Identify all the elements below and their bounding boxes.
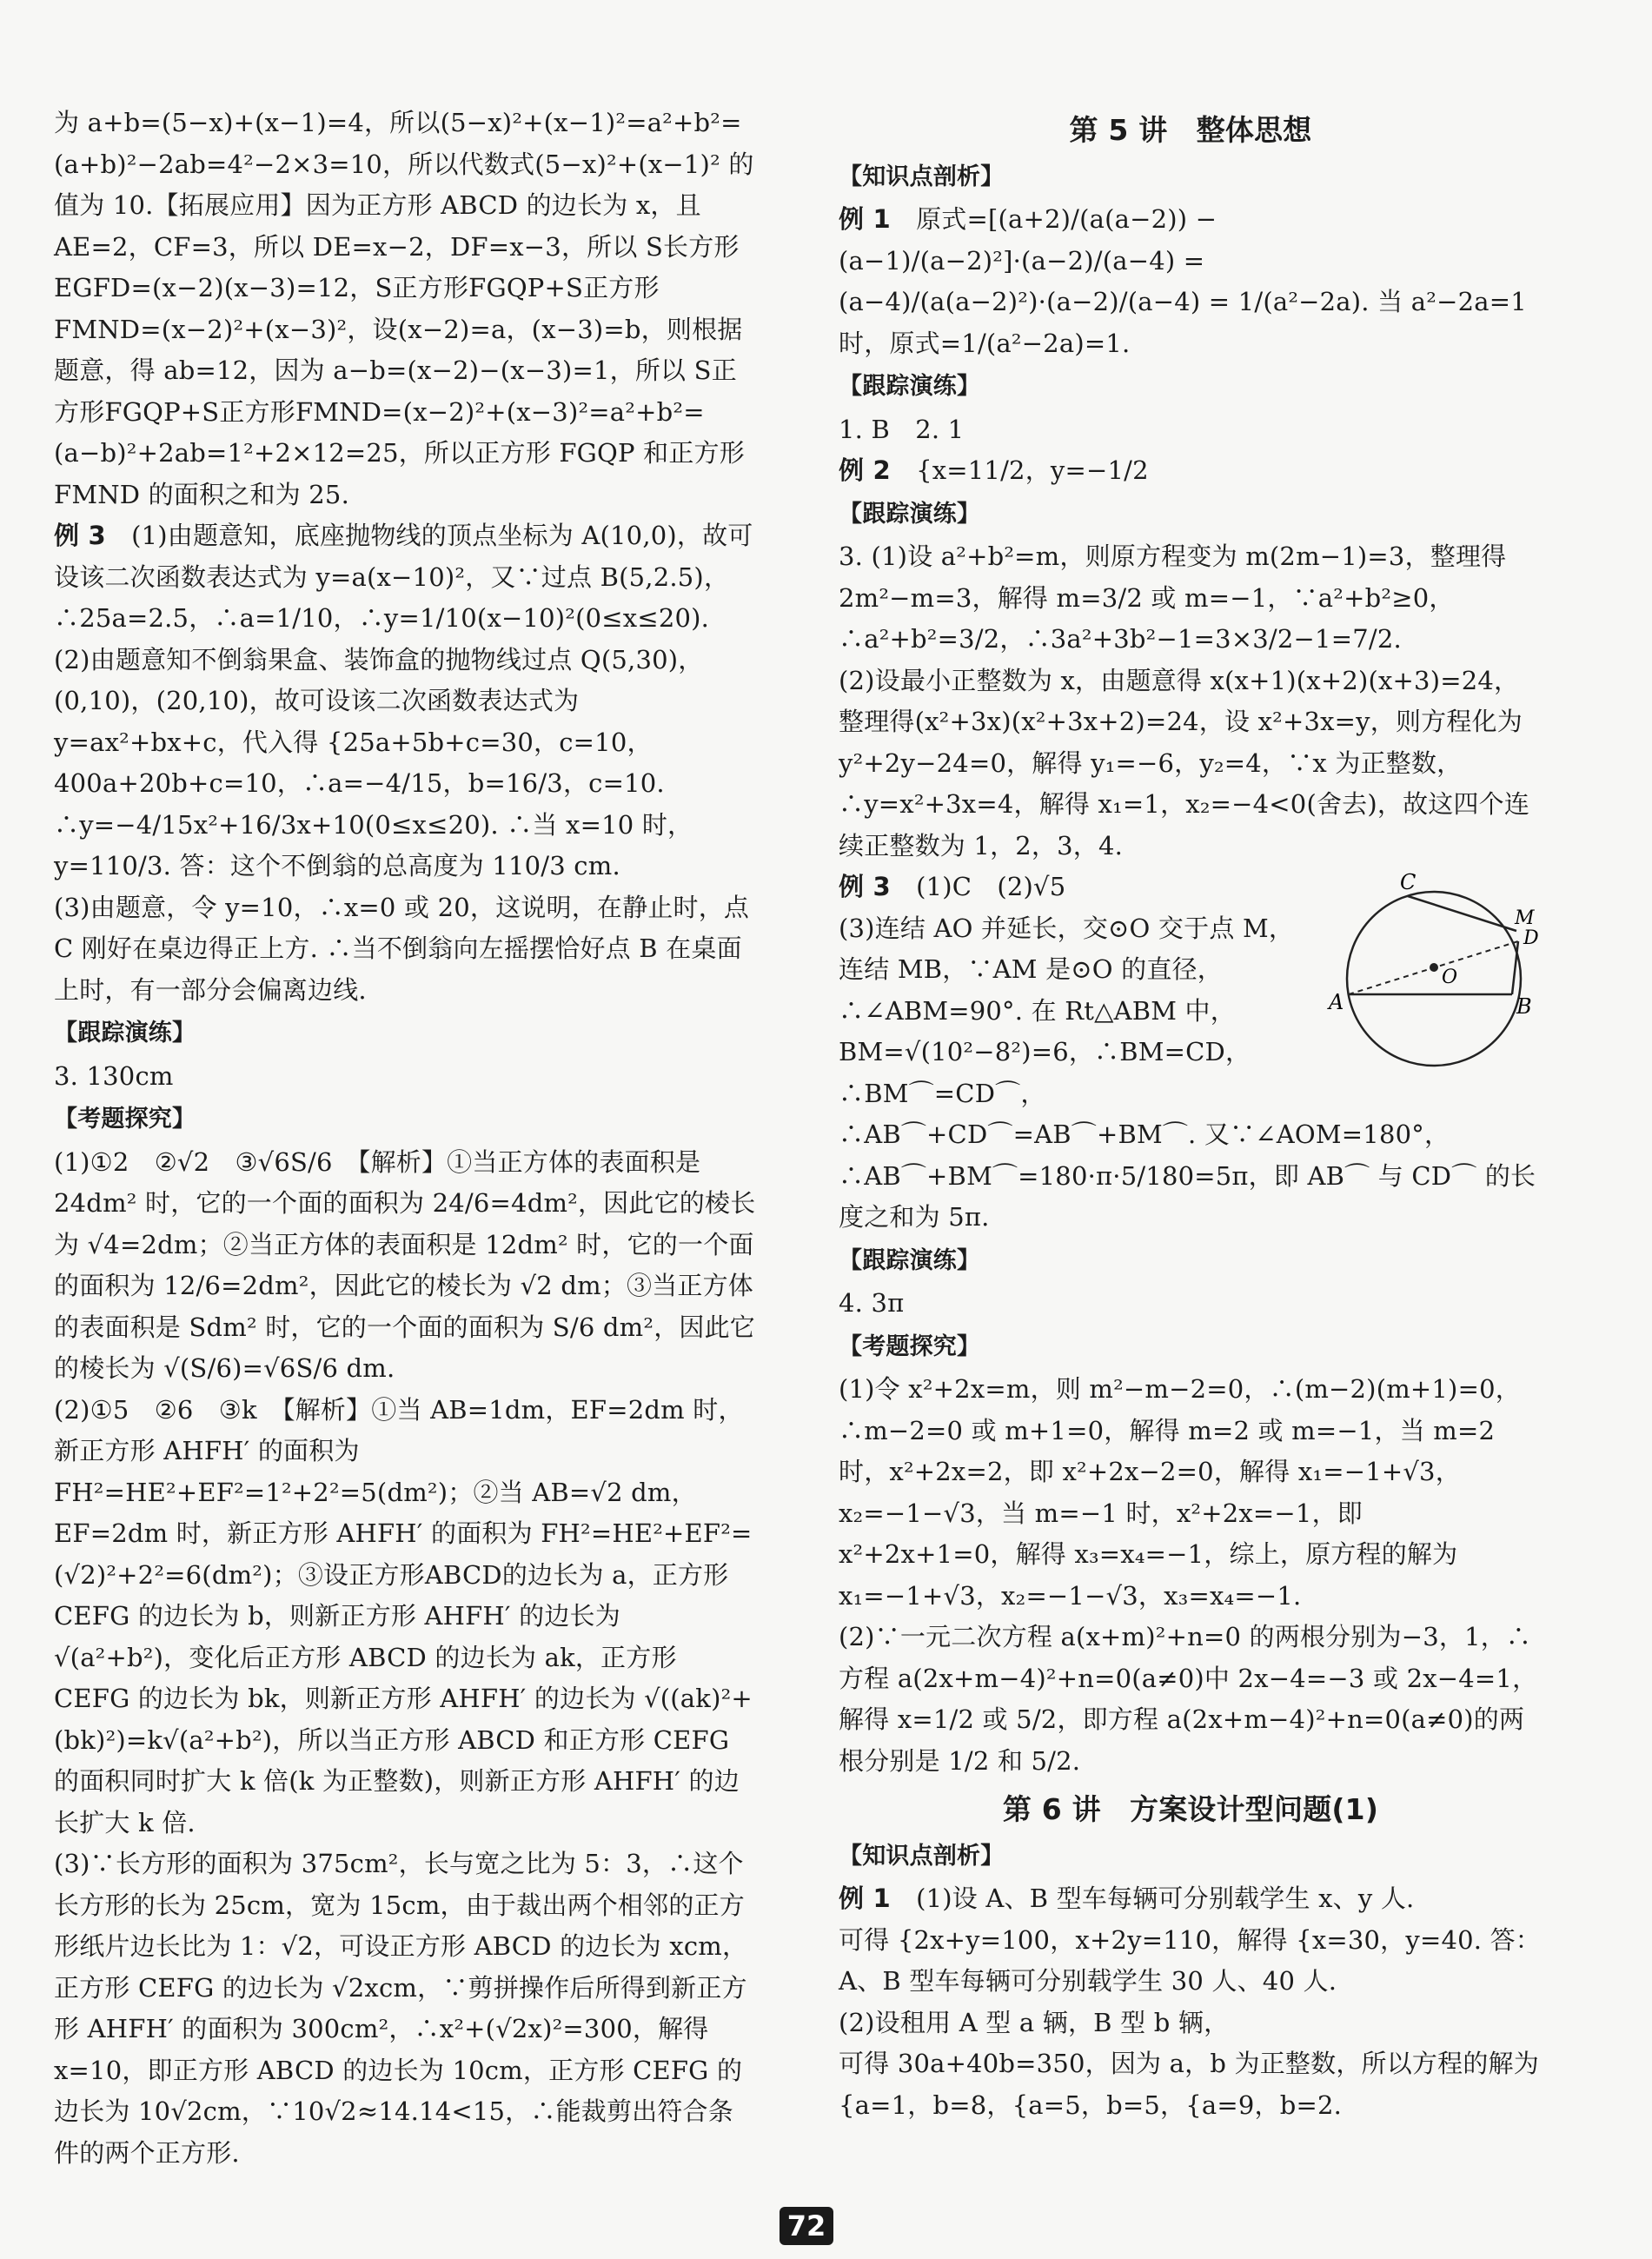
section-tag: 【知识点剖析】 (839, 163, 1005, 190)
example-text: 原式=[(a+2)/(a(a−2)) − (a−1)/(a−2)²]·(a−2)/(a−4) = (a−4)/(a(a−2)²)·(a−2)/(a−4) = 1/(a²−2a). 当 a²−2a=1 时，原式=1/(a²−2a)=1. (839, 204, 1527, 358)
circle-diagram (1325, 870, 1543, 1087)
example-text: (1)由题意知，底座抛物线的顶点坐标为 A(10,0)，故可设该二次函数表达式为 y=a(x−10)²，又∵过点 B(5,2.5)，∴25a=2.5，∴a=1/10，∴y=1/10(x−10)²(0≤x≤20). (54, 521, 753, 633)
chord-cd (1408, 896, 1516, 931)
paragraph: 为 a+b=(5−x)+(x−1)=4，所以(5−x)²+(x−1)²=a²+b²=(a+b)²−2ab=4²−2×3=10，所以代数式(5−x)²+(x−1)² 的值为 10.【拓展应用】因为正方形 ABCD 的边长为 x，且 AE=2，CF=3，所以 DE=x−2，DF=x−3，所以 S长方形EGFD=(x−2)(x−3)=12，S正方形FGQP+S正方形FMND=(x−2)²+(x−3)²，设(x−2)=a，(x−3)=b，则根据题意，得 ab=12，因为 a−b=(x−2)−(x−3)=1，所以 S正方形FGQP+S正方形FMND=(x−2)²+(x−3)²=a²+b²=(a−b)²+2ab=1²+2×12=25，所以正方形 FGQP 和正方形 FMND 的面积之和为 25. (54, 108, 754, 509)
section-tag: 【跟踪演练】 (54, 1020, 196, 1046)
label-a: A (1329, 990, 1344, 1014)
paragraph: 4. 3π (839, 1288, 905, 1318)
section-tag: 【跟踪演练】 (839, 1246, 981, 1274)
right-column (839, 103, 1543, 2126)
label-b: B (1516, 994, 1532, 1019)
paragraph: (3)由题意，令 y=10，∴x=0 或 20，这说明，在静止时，点 C 刚好在桌边得正上方. ∴当不倒翁向左摇摆恰好点 B 在桌面上时，有一部分会偏离边线. (54, 892, 750, 1005)
left-column (54, 103, 758, 2174)
page-number: 72 (780, 2207, 833, 2245)
example-text: {x=11/2，y=−1/2 (916, 455, 1149, 485)
paragraph: 3. (1)设 a²+b²=m，则原方程变为 m(2m−1)=3，整理得 2m²−m=3，解得 m=3/2 或 m=−1，∵a²+b²≥0，∴a²+b²=3/2，∴3a²+3b²−1=3×3/2−1=7/2. (839, 541, 1507, 654)
paragraph: (1)令 x²+2x=m，则 m²−m−2=0，∴(m−2)(m+1)=0，∴m−2=0 或 m+1=0，解得 m=2 或 m=−1，当 m=2 时，x²+2x=2，即 x²+2x−2=0，解得 x₁=−1+√3，x₂=−1−√3，当 m=−1 时，x²+2x=−1，即 x²+2x+1=0，解得 x₃=x₄=−1，综上，原方程的解为 x₁=−1+√3，x₂=−1−√3，x₃=x₄=−1. (839, 1374, 1521, 1611)
example-text: (1)设 A、B 型车每辆可分别载学生 x、y 人. (916, 1884, 1415, 1913)
paragraph: (2)∵一元二次方程 a(x+m)²+n=0 的两根分别为−3，1，∴方程 a(2x+m−4)²+n=0(a≠0)中 2x−4=−3 或 2x−4=1，解得 x=1/2 或 5/2，即方程 a(2x+m−4)²+n=0(a≠0)的两根分别是 1/2 和 5/2. (839, 1622, 1538, 1776)
example-text: (1)C (2)√5 (916, 872, 1066, 901)
paragraph: (1)①2 ②√2 ③√6S/6 【解析】①当正方体的表面积是 24dm² 时，它的一个面的面积为 24/6=4dm²，因此它的棱长为 √4=2dm；②当正方体的表面积是 12dm² 时，它的一个面的面积为 12/6=2dm²，因此它的棱长为 √2 dm；③当正方体的表面积是 Sdm² 时，它的一个面的面积为 S/6 dm²，因此它的棱长为 √(S/6)=√6S/6 dm. (54, 1146, 756, 1383)
paragraph: (3)连结 AO 并延长，交⊙O 交于点 M，连结 MB，∵AM 是⊙O 的直径，∴∠ABM=90°. 在 Rt△ABM 中，BM=√(10²−8²)=6，∴BM=CD，∴BM⌒=CD⌒，∴AB⌒+CD⌒=AB⌒+BM⌒. 又∵∠AOM=180°，∴AB⌒+BM⌒=180·π·5/180=5π，即 AB⌒ 与 CD⌒ 的长度之和为 5π. (839, 913, 1536, 1232)
example-label: 例 1 (839, 1884, 891, 1913)
example-label: 例 1 (839, 204, 891, 234)
section-tag: 【跟踪演练】 (839, 373, 981, 400)
section-tag: 【知识点剖析】 (839, 1842, 1005, 1870)
paragraph: (3)∵长方形的面积为 375cm²，长与宽之比为 5：3，∴这个长方形的长为 25cm，宽为 15cm，由于裁出两个相邻的正方形纸片边长比为 1：√2，可设正方形 ABCD 的边长为 xcm，正方形 CEFG 的边长为 √2xcm，∵剪拼操作后所得到新正方形 AHFH′ 的面积为 300cm²，∴x²+(√2x)²=300，解得 x=10，即正方形 ABCD 的边长为 10cm，正方形 CEFG 的边长为 10√2cm，∵10√2≈14.14<15，∴能裁剪出符合条件的两个正方形. (54, 1849, 748, 2168)
paragraph: 可得 {2x+y=100，x+2y=110，解得 {x=30，y=40. 答：A、B 型车每辆可分别载学生 30 人、40 人. (839, 1924, 1541, 1996)
paragraph: (2)由题意知不倒翁果盒、装饰盒的抛物线过点 Q(5,30)，(0,10)，(20,10)，故可设该二次函数表达式为 y=ax²+bx+c，代入得 {25a+5b+c=30，c=10，400a+20b+c=10，∴a=−4/15，b=16/3，c=10. ∴y=−4/15x²+16/3x+10(0≤x≤20). ∴当 x=10 时，y=110/3. 答：这个不倒翁的总高度为 110/3 cm. (54, 644, 704, 880)
paragraph: (2)设租用 A 型 a 辆，B 型 b 辆， (839, 2007, 1230, 2037)
paragraph: 1. B 2. 1 (839, 414, 965, 444)
section-tag: 【考题探究】 (839, 1332, 981, 1360)
center-point (1430, 963, 1438, 972)
example-label: 例 3 (54, 521, 106, 550)
example-label: 例 2 (839, 455, 891, 485)
paragraph: 3. 130cm (54, 1060, 174, 1091)
paragraph: (2)①5 ②6 ③k 【解析】①当 AB=1dm，EF=2dm 时，新正方形 AHFH′ 的面积为 FH²=HE²+EF²=1²+2²=5(dm²)；②当 AB=√2 dm，EF=2dm 时，新正方形 AHFH′ 的面积为 FH²=HE²+EF²=(√2)²+2²=6(dm²)；③设正方形ABCD的边长为 a，正方形 CEFG 的边长为 b，则新正方形 AHFH′ 的边长为 √(a²+b²)，变化后正方形 ABCD 的边长为 ak，正方形 CEFG 的边长为 bk，则新正方形 AHFH′ 的边长为 √((ak)²+(bk)²)=k√(a²+b²)，所以当正方形 ABCD 和正方形 CEFG 的面积同时扩大 k 倍(k 为正整数)，则新正方形 AHFH′ 的边长扩大 k 倍. (54, 1394, 753, 1837)
paragraph: (2)设最小正整数为 x，由题意得 x(x+1)(x+2)(x+3)=24，整理得(x²+3x)(x²+3x+2)=24，设 x²+3x=y，则方程化为 y²+2y−24=0，解得 y₁=−6，y₂=4，∵x 为正整数，∴y=x²+3x=4，解得 x₁=1，x₂=−4<0(舍去)，故这四个连续正整数为 1，2，3，4. (839, 665, 1530, 860)
label-c: C (1400, 870, 1416, 894)
label-d: D (1523, 927, 1539, 949)
label-o: O (1442, 967, 1458, 988)
example-2 (839, 450, 1543, 492)
circle-figure (1325, 870, 1543, 1087)
lecture-title: 第 6 讲 方案设计型问题(1) (1002, 1792, 1379, 1826)
example-3 (54, 515, 758, 640)
label-m: M (1515, 907, 1535, 929)
section-tag: 【跟踪演练】 (839, 500, 981, 528)
section-tag: 【考题探究】 (54, 1106, 196, 1133)
paragraph: 可得 30a+40b=350，因为 a，b 为正整数，所以方程的解为 {a=1，b=8，{a=5，b=5，{a=9，b=2. (839, 2049, 1539, 2120)
lecture-title: 第 5 讲 整体思想 (1069, 113, 1312, 147)
example-1 (839, 1878, 1543, 1920)
example-label: 例 3 (839, 872, 891, 901)
circle-o (1347, 892, 1521, 1066)
example-1 (839, 199, 1543, 364)
